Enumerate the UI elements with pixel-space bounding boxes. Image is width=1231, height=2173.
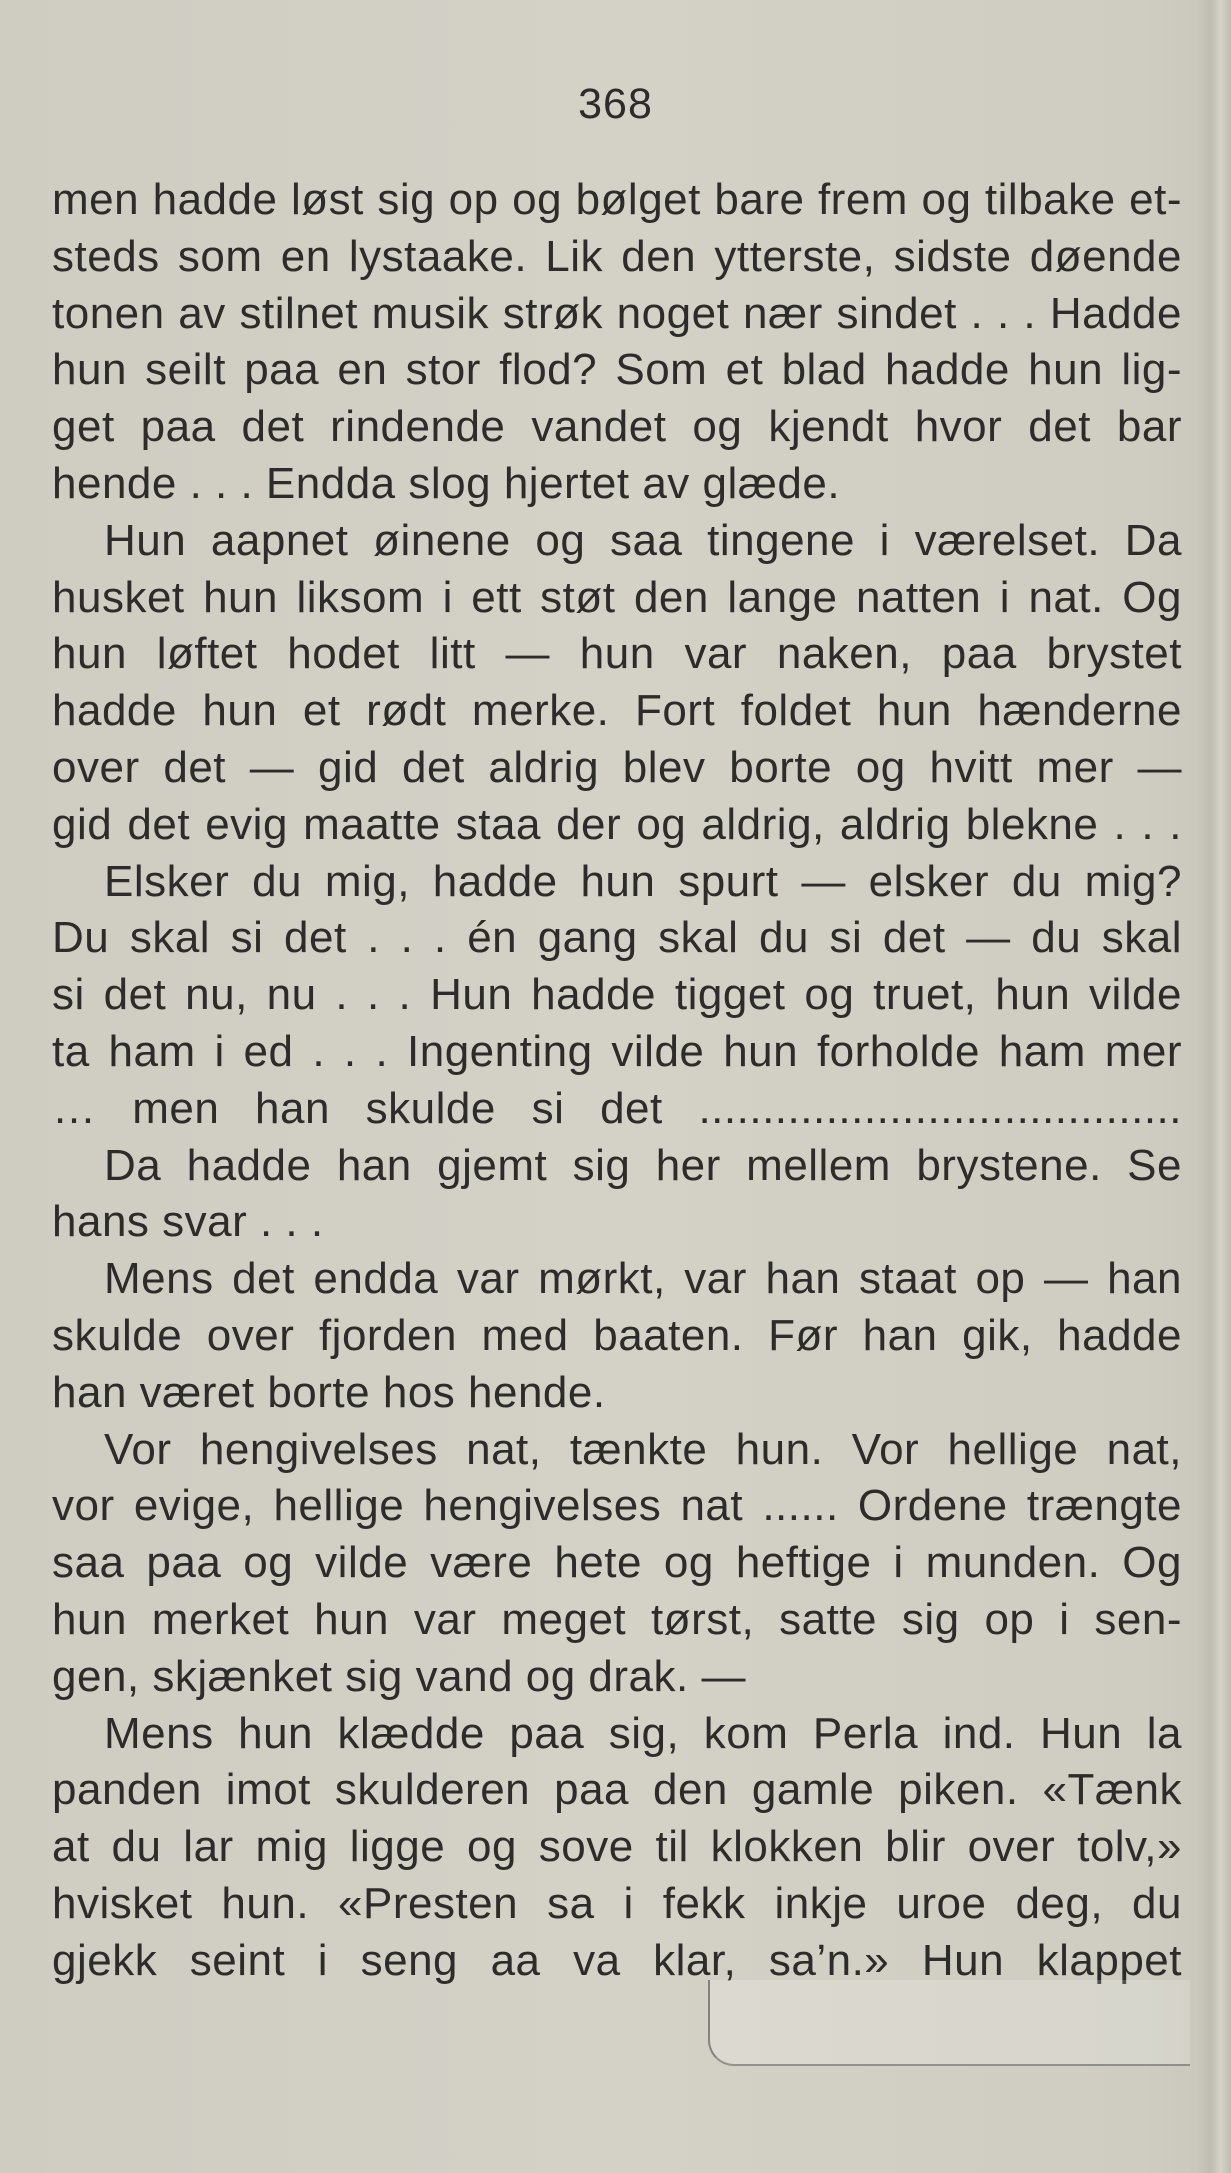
text-line: skulde over fjorden med baaten. Før han gik, hadde bbox=[52, 1310, 1182, 1360]
text-line: hun løftet hodet litt — hun var naken, paa brystet bbox=[52, 629, 1182, 679]
text-line: get paa det rindende vandet og kjendt hvor det bar bbox=[52, 402, 1182, 452]
text-line: han været borte hos hende. bbox=[52, 1367, 606, 1417]
text-line: … men han skulde si det ...................................... bbox=[52, 1083, 1182, 1133]
body-text bbox=[52, 172, 1182, 1990]
text-line: men hadde løst sig op og bølget bare frem og tilbake et- bbox=[52, 175, 1182, 224]
text-line: Mens det endda var mørkt, var han staat op — han bbox=[104, 1254, 1182, 1304]
text-line: at du lar mig ligge og sove til klokken blir over tolv,» bbox=[52, 1822, 1182, 1872]
text-line: Da hadde han gjemt sig her mellem brystene. Se bbox=[104, 1140, 1182, 1190]
text-line: saa paa og vilde være hete og heftige i munden. Og bbox=[52, 1538, 1182, 1588]
text-line: over det — gid det aldrig blev borte og hvitt mer — bbox=[52, 742, 1182, 792]
text-line: panden imot skulderen paa den gamle piken. «Tænk bbox=[52, 1765, 1182, 1815]
text-line: hvisket hun. «Presten sa i fekk inkje uroe deg, du bbox=[52, 1878, 1182, 1928]
text-line: Elsker du mig, hadde hun spurt — elsker du mig? bbox=[104, 856, 1182, 906]
text-line: Hun aapnet øinene og saa tingene i værelset. Da bbox=[104, 515, 1182, 565]
text-line: vor evige, hellige hengivelses nat ...... Ordene trængte bbox=[52, 1481, 1182, 1531]
text-line: husket hun liksom i ett støt den lange natten i nat. Og bbox=[52, 572, 1182, 622]
text-line: Vor hengivelses nat, tænkte hun. Vor hellige nat, bbox=[104, 1424, 1182, 1474]
text-line: steds som en lystaake. Lik den ytterste, sidste døende bbox=[52, 231, 1182, 281]
text-line: hans svar . . . bbox=[52, 1197, 324, 1247]
text-line: hun merket hun var meget tørst, satte sig op i sen- bbox=[52, 1594, 1182, 1644]
text-line: gjekk seint i seng aa va klar, sa’n.» Hun klappet bbox=[52, 1935, 1182, 1985]
text-line: gen, skjænket sig vand og drak. — bbox=[52, 1651, 746, 1701]
page-edge-shadow bbox=[1197, 0, 1231, 2173]
text-line: si det nu, nu . . . Hun hadde tigget og truet, hun vilde bbox=[52, 970, 1182, 1020]
page-number: 368 bbox=[578, 80, 653, 128]
text-line: hadde hun et rødt merke. Fort foldet hun hænderne bbox=[52, 686, 1182, 736]
text-line: Mens hun klædde paa sig, kom Perla ind. Hun la bbox=[104, 1708, 1182, 1758]
paper-fold-mark bbox=[708, 1980, 1190, 2066]
text-line: ta ham i ed . . . Ingenting vilde hun forholde ham mer bbox=[52, 1026, 1182, 1076]
text-line: gid det evig maatte staa der og aldrig, aldrig blekne . . . bbox=[52, 799, 1182, 849]
text-line: hende . . . Endda slog hjertet av glæde. bbox=[52, 458, 841, 508]
text-line: tonen av stilnet musik strøk noget nær sindet . . . Hadde bbox=[52, 288, 1182, 338]
text-line: Du skal si det . . . én gang skal du si det — du skal bbox=[52, 913, 1182, 963]
text-line: hun seilt paa en stor flod? Som et blad hadde hun lig- bbox=[52, 345, 1182, 395]
